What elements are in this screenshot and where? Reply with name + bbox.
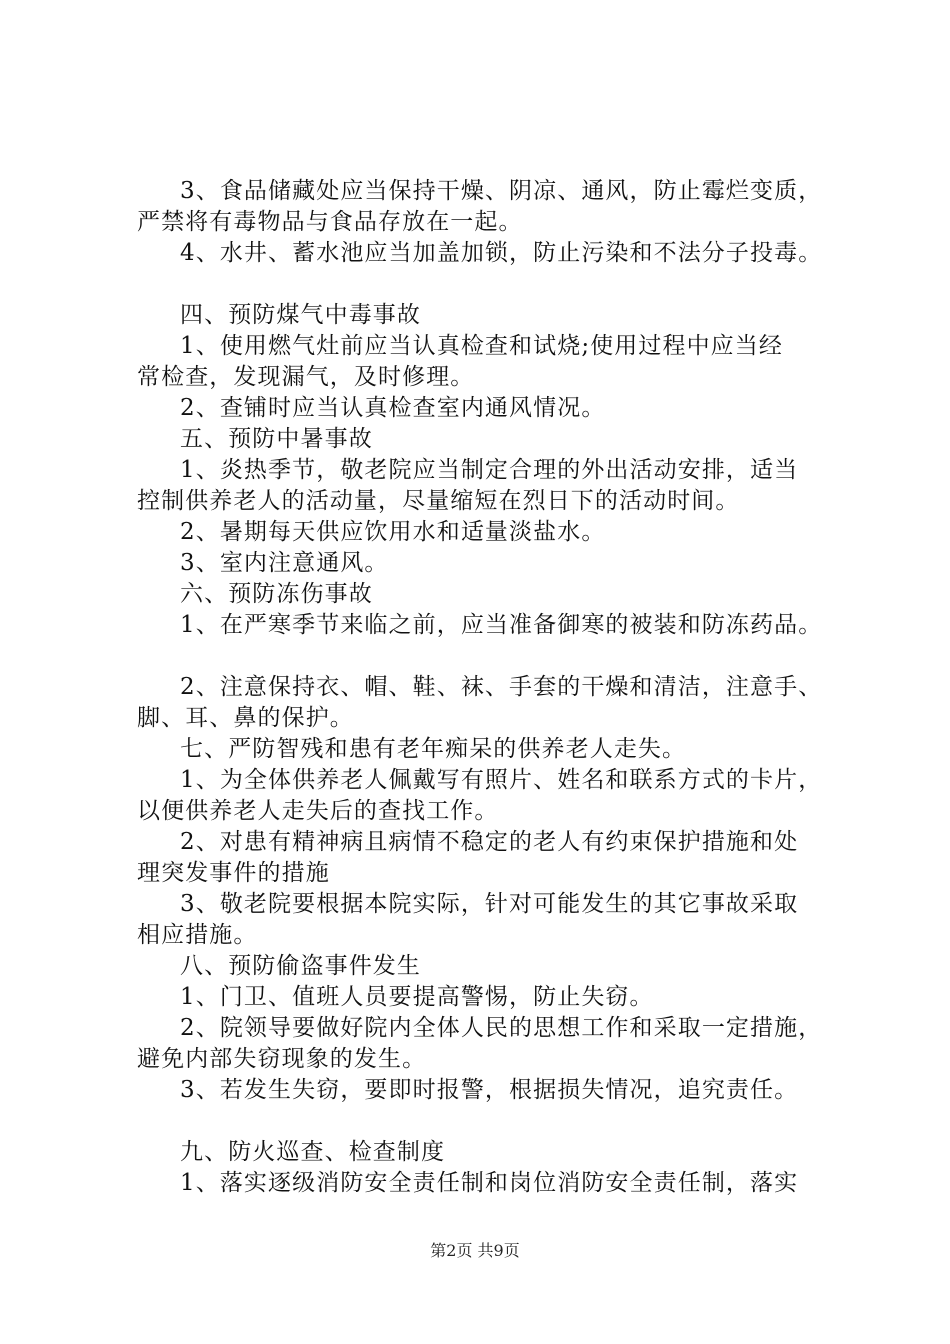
paragraph-line: 避免内部失窃现象的发生。 xyxy=(137,1046,427,1072)
paragraph-line: 理突发事件的措施 xyxy=(137,860,330,886)
section-heading: 九、防火巡查、检查制度 xyxy=(180,1139,446,1165)
paragraph-line: 1、在严寒季节来临之前，应当准备御寒的被装和防冻药品。 xyxy=(180,612,823,638)
paragraph-line: 2、院领导要做好院内全体人民的思想工作和采取一定措施， xyxy=(180,1015,823,1041)
section-heading: 四、预防煤气中毒事故 xyxy=(180,302,421,328)
paragraph-line: 相应措施。 xyxy=(137,922,258,948)
paragraph-line: 2、对患有精神病且病情不稳定的老人有约束保护措施和处 xyxy=(180,829,799,855)
paragraph-line: 1、炎热季节，敬老院应当制定合理的外出活动安排，适当 xyxy=(180,457,799,483)
document-body xyxy=(137,176,849,1199)
paragraph-line: 1、为全体供养老人佩戴写有照片、姓名和联系方式的卡片， xyxy=(180,767,823,793)
paragraph-line: 严禁将有毒物品与食品存放在一起。 xyxy=(137,209,523,235)
paragraph-line: 3、室内注意通风。 xyxy=(180,550,389,576)
paragraph-line: 1、使用燃气灶前应当认真检查和试烧;使用过程中应当经 xyxy=(180,333,783,359)
section-heading: 六、预防冻伤事故 xyxy=(180,581,373,607)
paragraph-line: 2、暑期每天供应饮用水和适量淡盐水。 xyxy=(180,519,606,545)
section-heading: 七、严防智残和患有老年痴呆的供养老人走失。 xyxy=(180,736,687,762)
paragraph-line: 2、注意保持衣、帽、鞋、袜、手套的干燥和清洁，注意手、 xyxy=(180,674,823,700)
paragraph-line: 常检查，发现漏气，及时修理。 xyxy=(137,364,475,390)
paragraph-line: 控制供养老人的活动量，尽量缩短在烈日下的活动时间。 xyxy=(137,488,740,514)
section-heading: 五、预防中暑事故 xyxy=(180,426,373,452)
paragraph-line: 4、水井、蓄水池应当加盖加锁，防止污染和不法分子投毒。 xyxy=(180,240,823,266)
page-number-footer: 第2页 共9页 xyxy=(430,1241,520,1260)
paragraph-line: 1、门卫、值班人员要提高警惕，防止失窃。 xyxy=(180,984,654,1010)
paragraph-line: 脚、耳、鼻的保护。 xyxy=(137,705,354,731)
paragraph-line: 3、敬老院要根据本院实际，针对可能发生的其它事故采取 xyxy=(180,891,799,917)
paragraph-line: 3、若发生失窃，要即时报警，根据损失情况，追究责任。 xyxy=(180,1077,799,1103)
paragraph-line: 2、查铺时应当认真检查室内通风情况。 xyxy=(180,395,606,421)
paragraph-line: 以便供养老人走失后的查找工作。 xyxy=(137,798,499,824)
section-heading: 八、预防偷盗事件发生 xyxy=(180,953,421,979)
paragraph-line: 3、食品储藏处应当保持干燥、阴凉、通风，防止霉烂变质， xyxy=(180,178,823,204)
paragraph-line: 1、落实逐级消防安全责任制和岗位消防安全责任制，落实 xyxy=(180,1170,799,1196)
